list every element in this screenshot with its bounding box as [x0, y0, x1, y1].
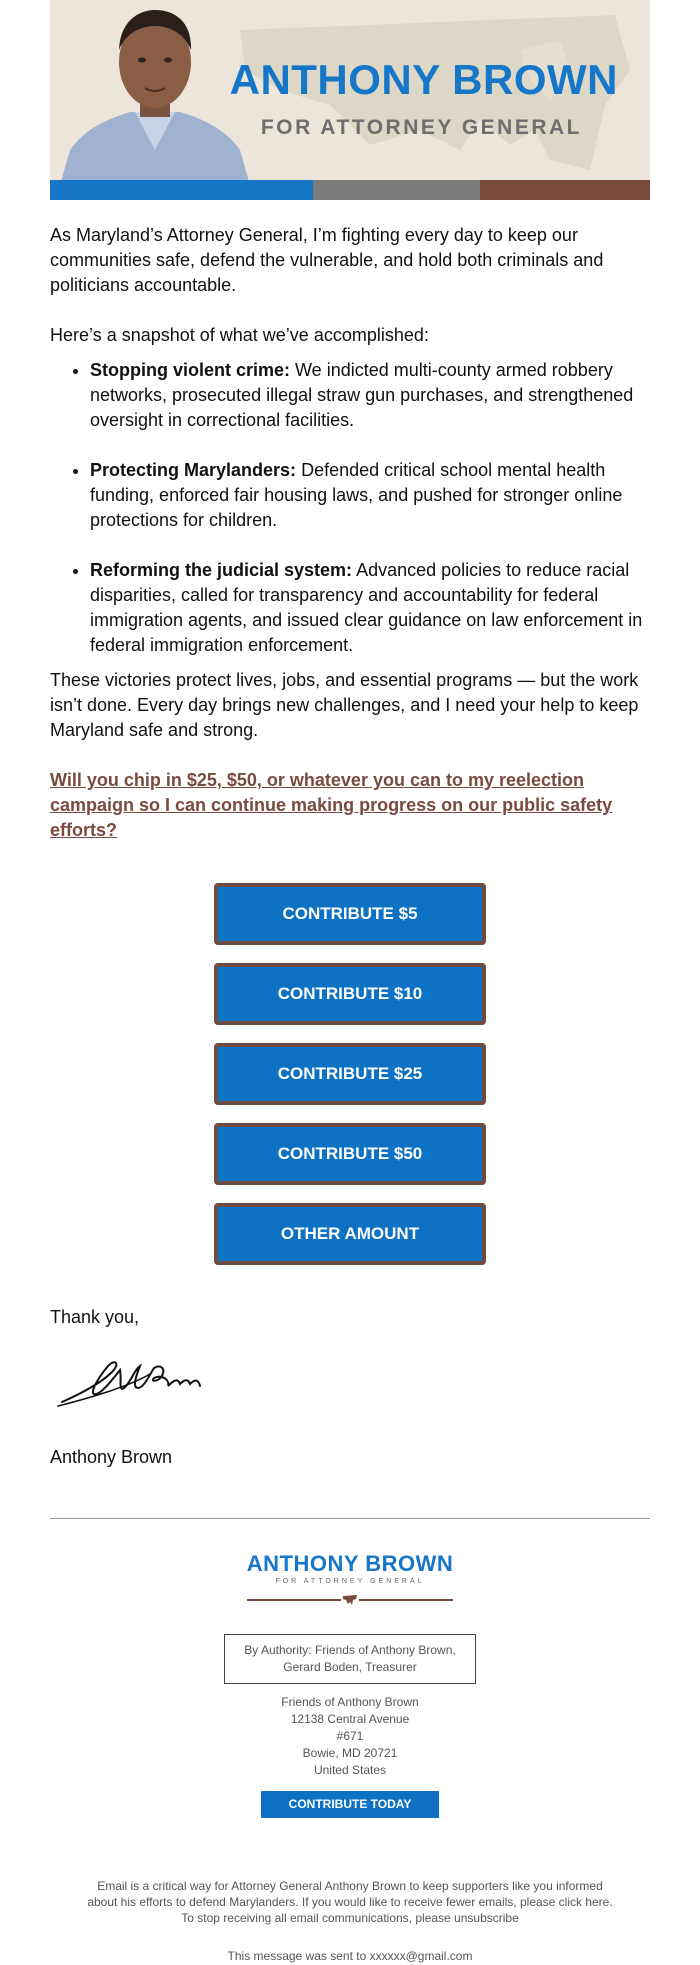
item-title: Stopping violent crime: — [90, 360, 291, 380]
signer-name: Anthony Brown — [50, 1447, 173, 1467]
list-item — [90, 358, 650, 433]
authority-line: By Authority: Friends of Anthony Brown, — [244, 1643, 456, 1657]
address-line: Bowie, MD 20721 — [302, 1746, 398, 1760]
other-amount-button[interactable]: OTHER AMOUNT — [214, 1203, 486, 1265]
banner-subtitle: FOR ATTORNEY GENERAL — [260, 116, 582, 139]
gray-stripe — [313, 180, 480, 200]
disclaimer-line[interactable]: about his efforts to defend Marylanders. If you would like to receive fewer emails, please click here. — [87, 1895, 613, 1909]
contribute-10-button[interactable]: CONTRIBUTE $10 — [214, 963, 486, 1025]
footer — [50, 1519, 650, 1965]
signature-image — [50, 1344, 240, 1416]
contribution-buttons — [50, 883, 650, 1283]
address-line: Friends of Anthony Brown — [281, 1695, 419, 1709]
victories-paragraph: These victories protect lives, jobs, and essential programs — but the work isn’t done. Every day brings new challenges, and I need your help to keep Maryland safe and strong. — [50, 670, 639, 740]
donate-ask-link[interactable]: Will you chip in $25, $50, or whatever you can to my reelection campaign so I can continue making progress on our public safety efforts? — [50, 770, 613, 840]
disclaimer-line: Email is a critical way for Attorney General Anthony Brown to keep supporters like you informed — [97, 1879, 603, 1893]
mailing-address — [50, 1694, 650, 1779]
email-disclaimer — [50, 1878, 650, 1926]
item-text: Defended critical school mental health funding, enforced fair housing laws, and pushed for stronger online protections for children. — [90, 460, 623, 530]
contribute-50-button[interactable]: CONTRIBUTE $50 — [214, 1123, 486, 1185]
address-line: #671 — [336, 1729, 364, 1743]
list-item — [90, 458, 650, 533]
paid-for-by-box — [224, 1634, 476, 1684]
item-text: We indicted multi-county armed robbery networks, prosecuted illegal straw gun purchases, and strengthened oversight in correctional facilities. — [90, 360, 634, 430]
candidate-portrait — [50, 0, 260, 185]
header-banner — [50, 0, 650, 200]
closing-text: Thank you, — [50, 1307, 140, 1327]
address-line: United States — [313, 1763, 387, 1777]
snapshot-lead: Here’s a snapshot of what we’ve accomplished: — [50, 325, 429, 345]
footer-logo-title: ANTHONY BROWN — [246, 1551, 454, 1576]
contribute-5-button[interactable]: CONTRIBUTE $5 — [214, 883, 486, 945]
intro-paragraph: As Maryland’s Attorney General, I’m fighting every day to keep our communities safe, defend the vulnerable, and hold both criminals and politicians accountable. — [50, 225, 604, 295]
contribute-25-button[interactable]: CONTRIBUTE $25 — [214, 1043, 486, 1105]
email-body — [50, 0, 650, 1965]
banner-stripes — [50, 180, 650, 200]
maryland-icon — [342, 1594, 358, 1606]
blue-stripe — [50, 180, 313, 200]
message-body — [50, 200, 650, 843]
address-line: 12138 Central Avenue — [290, 1712, 410, 1726]
list-item — [90, 558, 650, 658]
footer-logo-subtitle: FOR ATTORNEY GENERAL — [275, 1578, 425, 1585]
footer-logo — [246, 1551, 454, 1606]
item-text: Advanced policies to reduce racial disparities, called for transparency and accountability for federal immigration agents, and issued clear guidance on law enforcement in federal immigration enforcement. — [90, 560, 643, 655]
sent-to-notice: This message was sent to xxxxxx@gmail.com — [227, 1949, 473, 1963]
accomplishments-list — [50, 358, 650, 658]
banner-title: ANTHONY BROWN — [229, 56, 618, 103]
authority-line: Gerard Boden, Treasurer — [283, 1660, 417, 1674]
unsubscribe-line[interactable]: To stop receiving all email communications, please unsubscribe — [181, 1911, 519, 1925]
footer-logo-bar — [247, 1594, 454, 1606]
item-title: Reforming the judicial system: — [90, 560, 353, 580]
contribute-today-button[interactable]: CONTRIBUTE TODAY — [261, 1791, 439, 1818]
brown-stripe — [480, 180, 650, 200]
item-title: Protecting Marylanders: — [90, 460, 297, 480]
